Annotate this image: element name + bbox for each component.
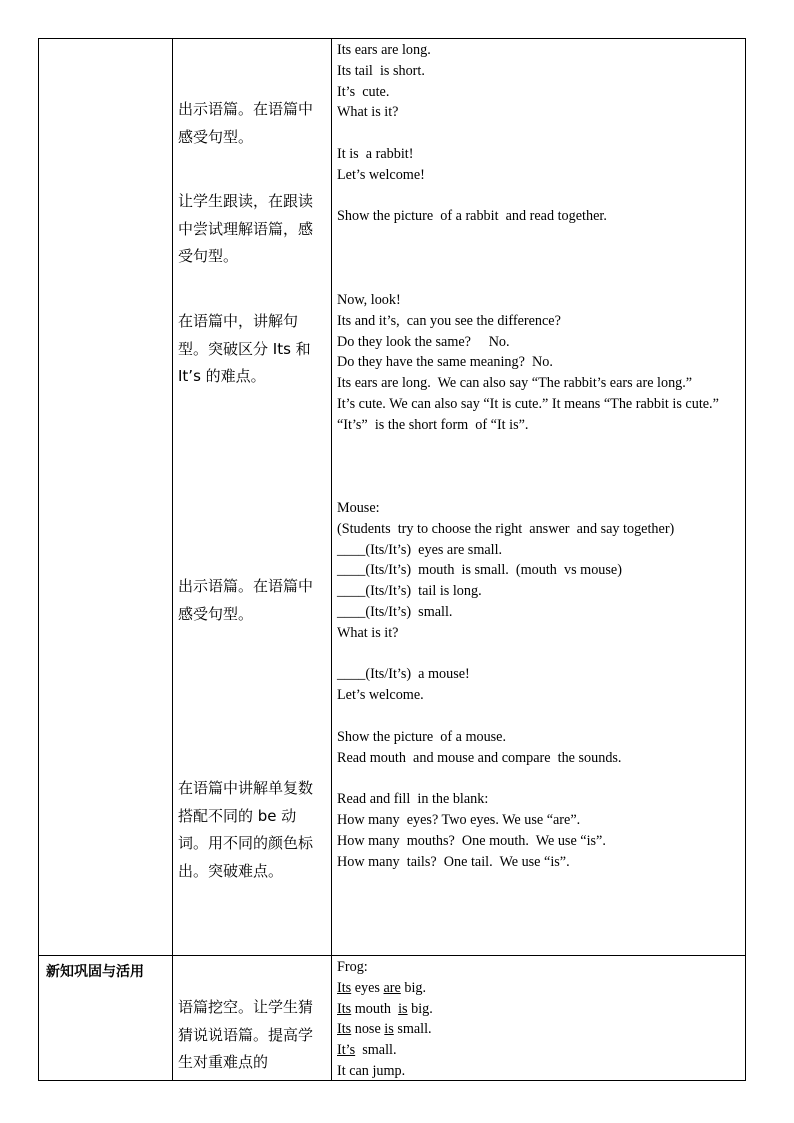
text-line: ____(Its/It’s) tail is long.	[337, 583, 482, 600]
text-line: Its ears are long. We can also say “The rabbit’s ears are long.”	[337, 375, 693, 392]
text-line: It’s cute. We can also say “It is cute.” It means “The rabbit is cute.”	[337, 395, 719, 412]
column-divider	[331, 39, 332, 1080]
text-line: ____(Its/It’s) eyes are small.	[337, 541, 503, 558]
text-run: mouth	[351, 1000, 399, 1017]
text-run: nose	[351, 1021, 385, 1038]
text-run: small.	[393, 1021, 432, 1038]
text-line: It’s cute.	[337, 83, 390, 100]
text-line: How many eyes? Two eyes. We use “are”.	[337, 811, 581, 828]
text-line: (Students try to choose the right answer and say together)	[337, 520, 675, 537]
text-line	[337, 999, 433, 1020]
text-line	[337, 123, 607, 144]
text-line	[337, 186, 607, 207]
text-line: Read mouth and mouse and compare the sounds.	[337, 749, 622, 766]
underlined-word: It’s	[337, 1042, 356, 1059]
text-line	[337, 1040, 433, 1061]
text-line: It can jump.	[337, 1062, 406, 1079]
text-line	[337, 706, 674, 727]
method-note-1: 出示语篇。在语篇中感受句型。	[178, 100, 314, 146]
text-line: Let’s welcome!	[337, 166, 425, 183]
text-line: Its tail is short.	[337, 62, 425, 79]
text-line: What is it?	[337, 624, 399, 641]
text-line: How many mouths? One mouth. We use “is”.	[337, 832, 606, 849]
text-line: Read and fill in the blank:	[337, 791, 489, 808]
text-line: “It’s” is the short form of “It is”.	[337, 416, 529, 433]
method-note-5: 在语篇中讲解单复数搭配不同的 be 动词。用不同的颜色标出。突破难点。	[178, 779, 314, 880]
text-run: big.	[407, 1000, 433, 1017]
text-line: Do they look the same? No.	[337, 333, 510, 350]
text-run: eyes	[351, 979, 384, 996]
text-line: ____(Its/It’s) small.	[337, 603, 453, 620]
text-line: It is a rabbit!	[337, 145, 414, 162]
text-line	[337, 1019, 433, 1040]
mouse-text-block	[337, 498, 674, 872]
text-line	[337, 978, 433, 999]
text-line: Show the picture of a rabbit and read together.	[337, 208, 607, 225]
text-line: Frog:	[337, 959, 368, 975]
underlined-word: Its	[337, 1000, 352, 1017]
text-line: Do they have the same meaning? No.	[337, 354, 553, 371]
rabbit-text-block	[337, 40, 607, 227]
text-line: Now, look!	[337, 292, 401, 308]
text-line: Its ears are long.	[337, 42, 431, 58]
row-divider	[39, 955, 745, 956]
compare-text-block	[337, 290, 737, 436]
underlined-word: are	[383, 979, 401, 996]
section-label: 新知巩固与活用	[46, 964, 144, 980]
text-line: ____(Its/It’s) a mouse!	[337, 666, 470, 683]
text-line: Show the picture of a mouse.	[337, 728, 507, 745]
text-line: What is it?	[337, 104, 399, 121]
text-line: ____(Its/It’s) mouth is small. (mouth vs mouse)	[337, 562, 622, 579]
underlined-word: is	[398, 1000, 408, 1017]
text-line: Mouse:	[337, 500, 380, 516]
column-divider	[172, 39, 173, 1080]
frog-text-block	[337, 957, 433, 1082]
underlined-word: Its	[337, 1021, 352, 1038]
text-line: How many tails? One tail. We use “is”.	[337, 853, 570, 870]
underlined-word: Its	[337, 979, 352, 996]
text-line	[337, 768, 674, 789]
text-line: Its and it’s, can you see the difference?	[337, 312, 561, 329]
method-note-3: 在语篇中，讲解句型。突破区分 Its 和 It’s 的难点。	[178, 312, 311, 385]
method-note-6: 语篇挖空。让学生猜猜说说语篇。提高学生对重难点的	[178, 998, 314, 1071]
text-line	[337, 644, 674, 665]
text-run: big.	[400, 979, 427, 996]
text-line: Let’s welcome.	[337, 687, 424, 704]
method-note-4: 出示语篇。在语篇中感受句型。	[178, 577, 314, 623]
text-run: small.	[355, 1042, 397, 1059]
underlined-word: is	[384, 1021, 394, 1038]
method-note-2: 让学生跟读，在跟读中尝试理解语篇，感受句型。	[178, 192, 314, 265]
